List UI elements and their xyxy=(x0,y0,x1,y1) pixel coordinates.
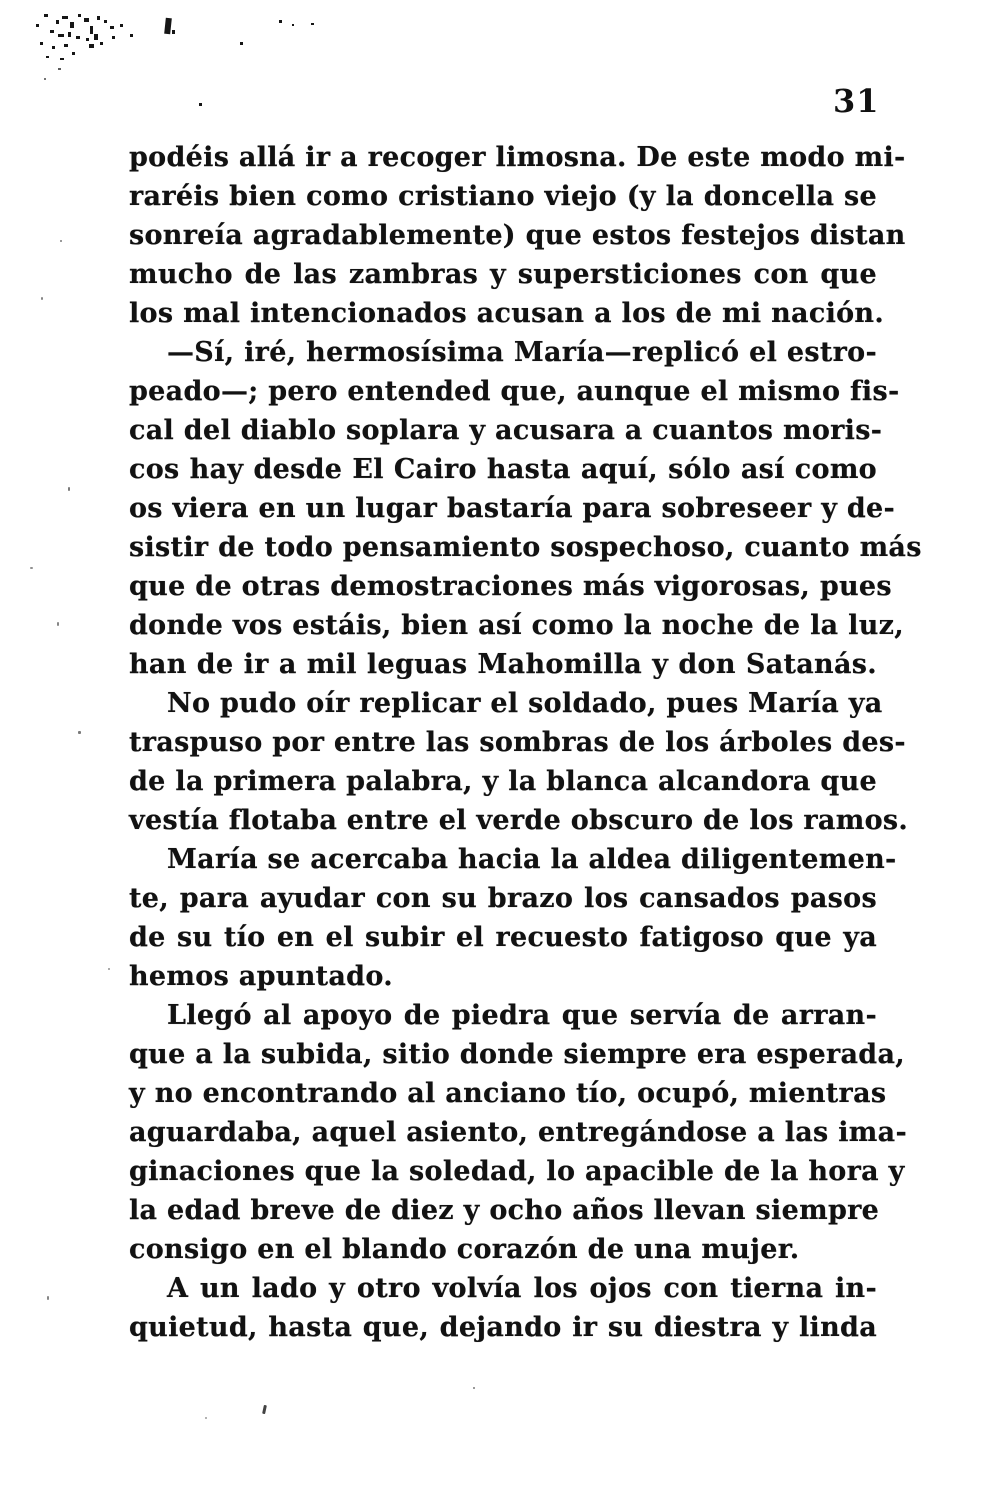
text-line: hemos apuntado. xyxy=(129,961,393,992)
text-line: traspuso por entre las sombras de los árboles des- xyxy=(129,727,906,758)
text-line: quietud, hasta que, dejando ir su diestra y linda xyxy=(129,1312,877,1343)
scan-speck xyxy=(41,297,43,300)
text-line: vestía flotaba entre el verde obscuro de los ramos. xyxy=(129,805,909,836)
text-line: No pudo oír replicar el soldado, pues María ya xyxy=(167,688,883,719)
text-line: podéis allá ir a recoger limosna. De este modo mi- xyxy=(129,142,906,173)
text-line: los mal intencionados acusan a los de mi nación. xyxy=(129,298,885,329)
scan-speck xyxy=(108,968,110,970)
text-line: ginaciones que la soledad, lo apacible de la hora y xyxy=(129,1156,905,1187)
text-line: y no encontrando al anciano tío, ocupó, mientras xyxy=(129,1078,887,1109)
text-line: mucho de las zambras y supersticiones con que xyxy=(129,259,877,290)
scan-speck xyxy=(47,1296,49,1300)
text-line: Llegó al apoyo de piedra que servía de arran- xyxy=(167,1000,877,1031)
text-line: peado—; pero entended que, aunque el mismo fis- xyxy=(129,376,900,407)
text-line: cos hay desde El Cairo hasta aquí, sólo así como xyxy=(129,454,877,485)
text-line: sonreía agradablemente) que estos festejos distan xyxy=(129,220,906,251)
text-line: la edad breve de diez y ocho años llevan siempre xyxy=(129,1195,880,1226)
text-line: que de otras demostraciones más vigorosas, pues xyxy=(129,571,892,602)
text-line: de la primera palabra, y la blanca alcandora que xyxy=(129,766,877,797)
scan-speck xyxy=(262,1405,267,1414)
text-line: raréis bien como cristiano viejo (y la doncella se xyxy=(129,181,877,212)
text-line: María se acercaba hacia la aldea diligentemen- xyxy=(167,844,897,875)
scan-speck xyxy=(473,1387,475,1389)
text-line: os viera en un lugar bastaría para sobreseer y de- xyxy=(129,493,896,524)
scan-noise-smudge xyxy=(0,0,400,140)
text-line: aguardaba, aquel asiento, entregándose a las ima- xyxy=(129,1117,907,1148)
text-line: consigo en el blando corazón de una mujer. xyxy=(129,1234,800,1265)
scan-speck xyxy=(78,731,81,734)
text-line: sistir de todo pensamiento sospechoso, cuanto más xyxy=(129,532,922,563)
scan-speck xyxy=(60,240,62,242)
scan-speck xyxy=(205,1417,207,1419)
scan-speck xyxy=(30,567,33,569)
scan-speck xyxy=(57,622,59,626)
text-line: de su tío en el subir el recuesto fatigoso que ya xyxy=(129,922,877,953)
text-line: donde vos estáis, bien así como la noche de la luz, xyxy=(129,610,904,641)
text-line: han de ir a mil leguas Mahomilla y don Satanás. xyxy=(129,649,877,680)
page-number: 31 xyxy=(833,82,880,120)
text-line: que a la subida, sitio donde siempre era esperada, xyxy=(129,1039,905,1070)
scan-speck xyxy=(68,487,70,491)
text-line: —Sí, iré, hermosísima María—replicó el estro- xyxy=(167,337,877,368)
body-text xyxy=(129,138,922,1347)
text-line: te, para ayudar con su brazo los cansados pasos xyxy=(129,883,877,914)
text-line: A un lado y otro volvía los ojos con tierna in- xyxy=(167,1273,877,1304)
text-line: cal del diablo soplara y acusara a cuantos moris- xyxy=(129,415,883,446)
